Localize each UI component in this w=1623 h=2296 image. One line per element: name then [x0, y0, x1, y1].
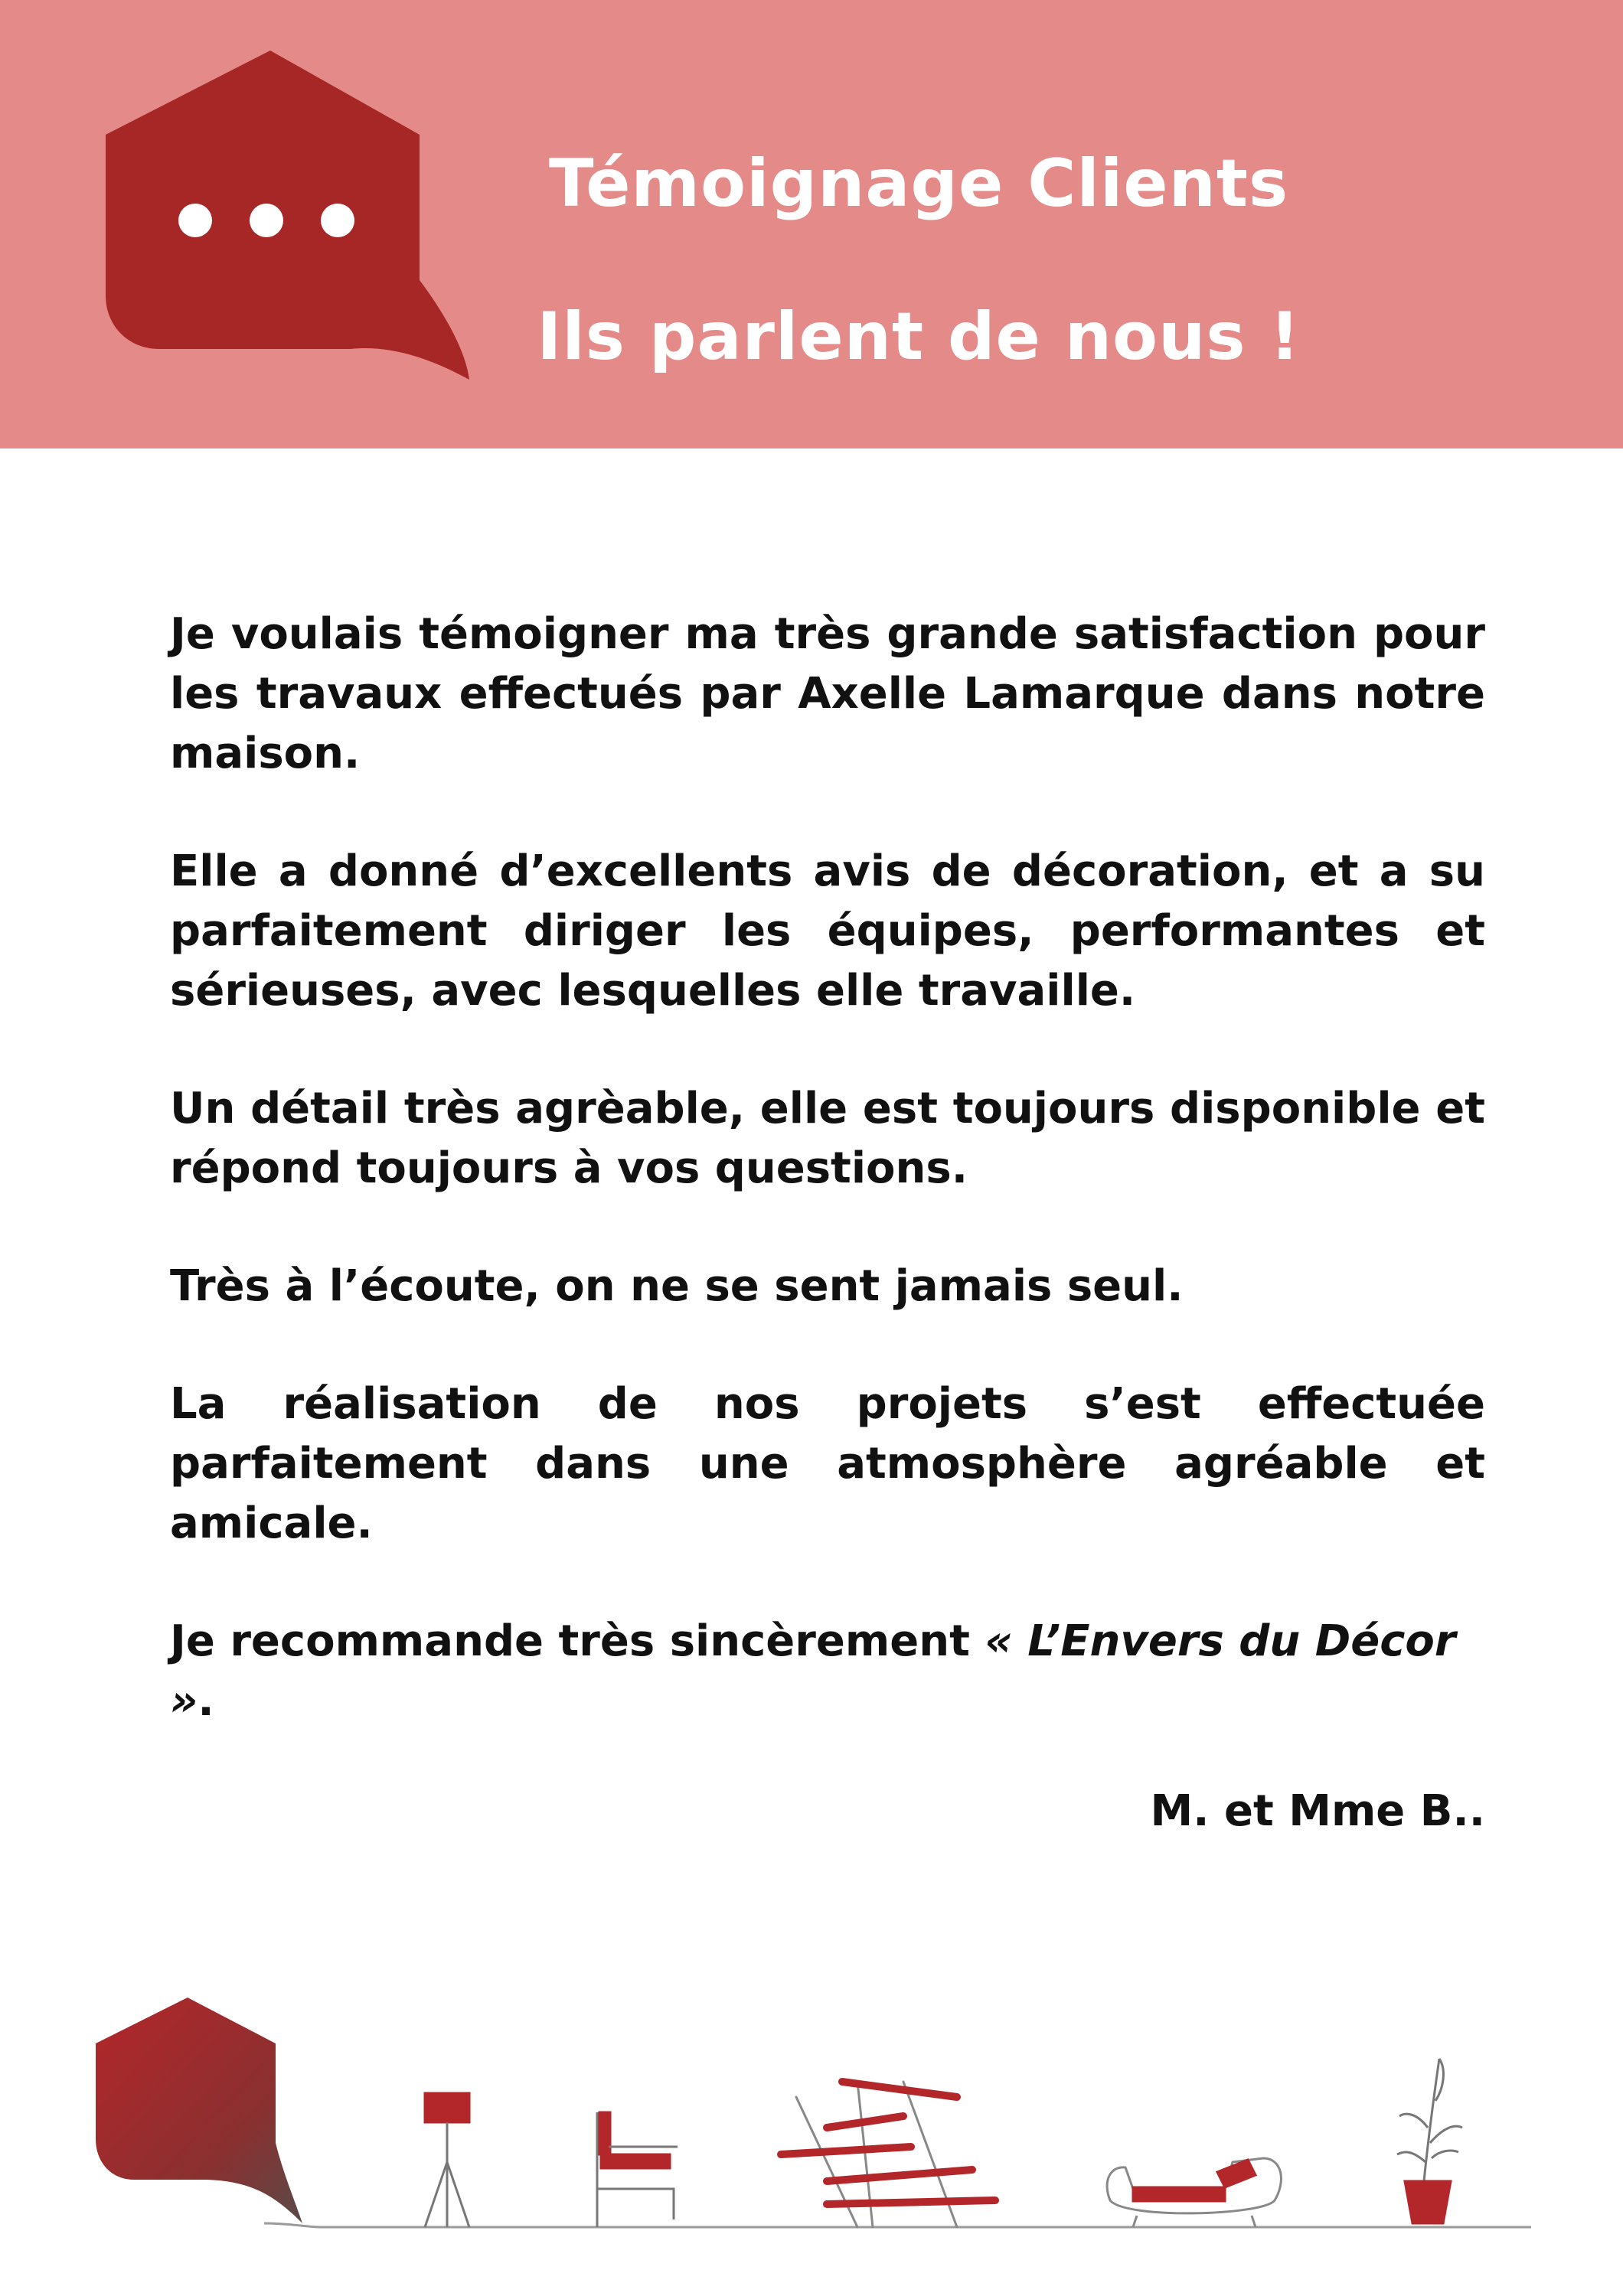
shelf-icon	[781, 2082, 995, 2227]
signature: M. et Mme B..	[1150, 1786, 1485, 1836]
recommendation-prefix: Je recommande très sincèrement	[170, 1616, 985, 1666]
header-titles	[536, 145, 1301, 375]
floor-lamp-icon	[425, 2093, 469, 2227]
header-band	[0, 0, 1623, 448]
testimonial-paragraph-1: Je voulais témoigner ma très grande satisfaction pour les travaux effectués par Axelle Lamarque dans notre maison.	[170, 609, 1485, 778]
testimonial-paragraph-5: La réalisation de nos projets s’est effectuée parfaitement dans une atmosphère agréable et amicale.	[170, 1379, 1485, 1548]
sofa-icon	[1107, 2158, 1281, 2227]
armchair-icon	[597, 2112, 678, 2227]
page-title: Témoignage Clients	[548, 145, 1289, 222]
testimonial-paragraph-4: Très à l’écoute, on ne se sent jamais seul.	[170, 1261, 1184, 1311]
recommendation-suffix: .	[198, 1676, 214, 1726]
recommendation-line	[170, 1612, 1485, 1731]
potted-plant-icon	[1397, 2059, 1462, 2223]
speech-house-icon	[96, 1998, 302, 2223]
speech-house-icon	[106, 51, 473, 387]
footer-illustration	[92, 1998, 1546, 2250]
page-subtitle: Ils parlent de nous !	[537, 298, 1301, 375]
ground-line	[264, 2223, 1531, 2227]
company-name: « L’Envers du Décor »	[170, 1616, 1456, 1726]
testimonial-body	[170, 605, 1485, 1900]
testimonial-paragraph-3: Un détail très agrèable, elle est toujours disponible et répond toujours à vos questions.	[170, 1084, 1485, 1193]
testimonial-paragraph-2: Elle a donné d’excellents avis de décoration, et a su parfaitement diriger les équipes, performantes et sérieuses, avec lesquelles elle travaille.	[170, 846, 1485, 1016]
